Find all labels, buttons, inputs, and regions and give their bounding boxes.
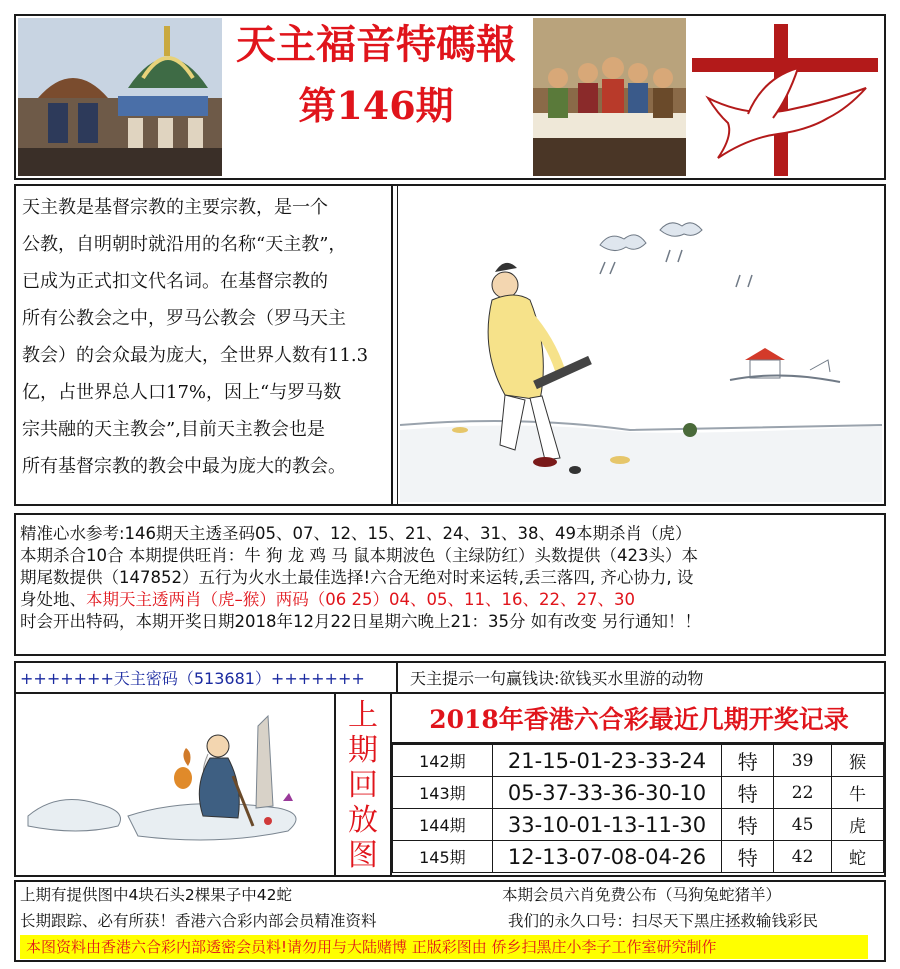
old-man-illustration <box>18 696 333 874</box>
special-number-cell: 22 <box>774 777 832 809</box>
rain-man-illustration <box>400 190 882 502</box>
intro-line: 所有基督宗教的教会中最为庞大的教会。 <box>22 456 346 477</box>
replay-char: 上 <box>348 698 378 733</box>
period-cell: 144期 <box>393 809 493 841</box>
footer-left-2: 长期跟踪、必有所获！香港六合彩内部会员精准资料 <box>20 912 377 930</box>
numbers-cell: 33-10-01-13-11-30 <box>492 809 721 841</box>
records-table <box>392 744 884 873</box>
table-row <box>393 745 884 777</box>
replay-label <box>338 698 388 873</box>
numbers-cell: 12-13-07-08-04-26 <box>492 841 721 873</box>
intro-line: 教会）的会众最为庞大，全世界人数有11.3 <box>22 345 369 366</box>
intro-paragraph <box>22 193 390 482</box>
records-title: 2018年香港六合彩最近几期开奖记录 <box>429 705 849 734</box>
intro-line: 宗共融的天主教会”,目前天主教会也是 <box>22 419 325 440</box>
hint-divider <box>396 663 398 693</box>
special-number-cell: 39 <box>774 745 832 777</box>
issue-number: 第146期 <box>298 83 454 128</box>
special-label-cell: 特 <box>722 809 774 841</box>
numbers-cell: 21-15-01-23-33-24 <box>492 745 721 777</box>
info-line-1: 精准心水参考:146期天主透圣码05、07、12、15、21、24、31、38、49本期杀肖（虎） <box>20 524 692 543</box>
special-number-cell: 42 <box>774 841 832 873</box>
footer-banner: 本图资料由香港六合彩内部透密会员料!请勿用与大陆赌博 正版彩图由 侨乡扫黑庄小李子工作室研究制作 <box>20 935 868 959</box>
footer-left-1: 上期有提供图中4块石头2棵果子中42蛇 <box>20 886 292 904</box>
special-label-cell: 特 <box>722 841 774 873</box>
zodiac-cell: 牛 <box>832 777 884 809</box>
replay-char: 图 <box>348 838 378 873</box>
intro-line: 已成为正式扣文代名词。在基督宗教的 <box>22 271 328 292</box>
cathedral-image <box>18 18 222 176</box>
numbers-cell: 05-37-33-36-30-10 <box>492 777 721 809</box>
intro-line: 公教，自明朝时就沿用的名称“天主教”， <box>22 234 347 255</box>
info-line-4-lead: 身处地、 <box>20 590 86 609</box>
secret-code: +++++++天主密码（513681）+++++++ <box>20 669 365 688</box>
cross-dove-image <box>688 18 882 176</box>
hint-text: 天主提示一句赢钱诀:欲钱买水里游的动物 <box>410 669 704 688</box>
table-row <box>393 777 884 809</box>
info-highlight-zodiac: 本期天主透两肖（虎–猴）两码（06 25）04、05、11、16、22、27、30 <box>86 590 635 609</box>
special-number-cell: 45 <box>774 809 832 841</box>
info-line-2: 本期杀合10合 本期提供旺肖：牛 狗 龙 鸡 马 鼠本期波色（主绿防红）头数提供（423头）本 <box>20 546 698 565</box>
footer-right-2: 我们的永久口号：扫尽天下黑庄拯救输钱彩民 <box>508 912 819 930</box>
period-cell: 145期 <box>393 841 493 873</box>
table-row <box>393 841 884 873</box>
intro-line: 所有公教会之中，罗马公教会（罗马天主 <box>22 308 346 329</box>
zodiac-cell: 虎 <box>832 809 884 841</box>
replay-divider-left <box>334 694 336 875</box>
intro-divider-inner <box>397 186 398 504</box>
table-row <box>393 809 884 841</box>
special-label-cell: 特 <box>722 745 774 777</box>
zodiac-cell: 蛇 <box>832 841 884 873</box>
replay-char: 回 <box>348 768 378 803</box>
intro-divider <box>391 186 393 504</box>
last-supper-image <box>533 18 686 176</box>
period-cell: 143期 <box>393 777 493 809</box>
info-line-3: 期尾数提供（147852）五行为火水土最佳选择!六合无绝对时来运转,丢三落四, 齐心协力, 设 <box>20 568 694 587</box>
hint-rule <box>16 692 884 694</box>
footer-right-1: 本期会员六肖免费公布（马狗兔蛇猪羊） <box>502 886 782 904</box>
info-line-5: 时会开出特码，本期开奖日期2018年12月22日星期六晚上21：35分 如有改变 另行通知！！ <box>20 612 701 631</box>
replay-char: 放 <box>348 803 378 838</box>
newspaper-title: 天主福音特碼報 <box>236 21 516 68</box>
replay-char: 期 <box>348 733 378 768</box>
intro-line: 天主教是基督宗教的主要宗教，是一个 <box>22 197 328 218</box>
zodiac-cell: 猴 <box>832 745 884 777</box>
intro-line: 亿，占世界总人口17%，因上“与罗马数 <box>22 382 342 403</box>
special-label-cell: 特 <box>722 777 774 809</box>
info-block <box>20 523 882 633</box>
info-line-4 <box>20 589 882 611</box>
period-cell: 142期 <box>393 745 493 777</box>
